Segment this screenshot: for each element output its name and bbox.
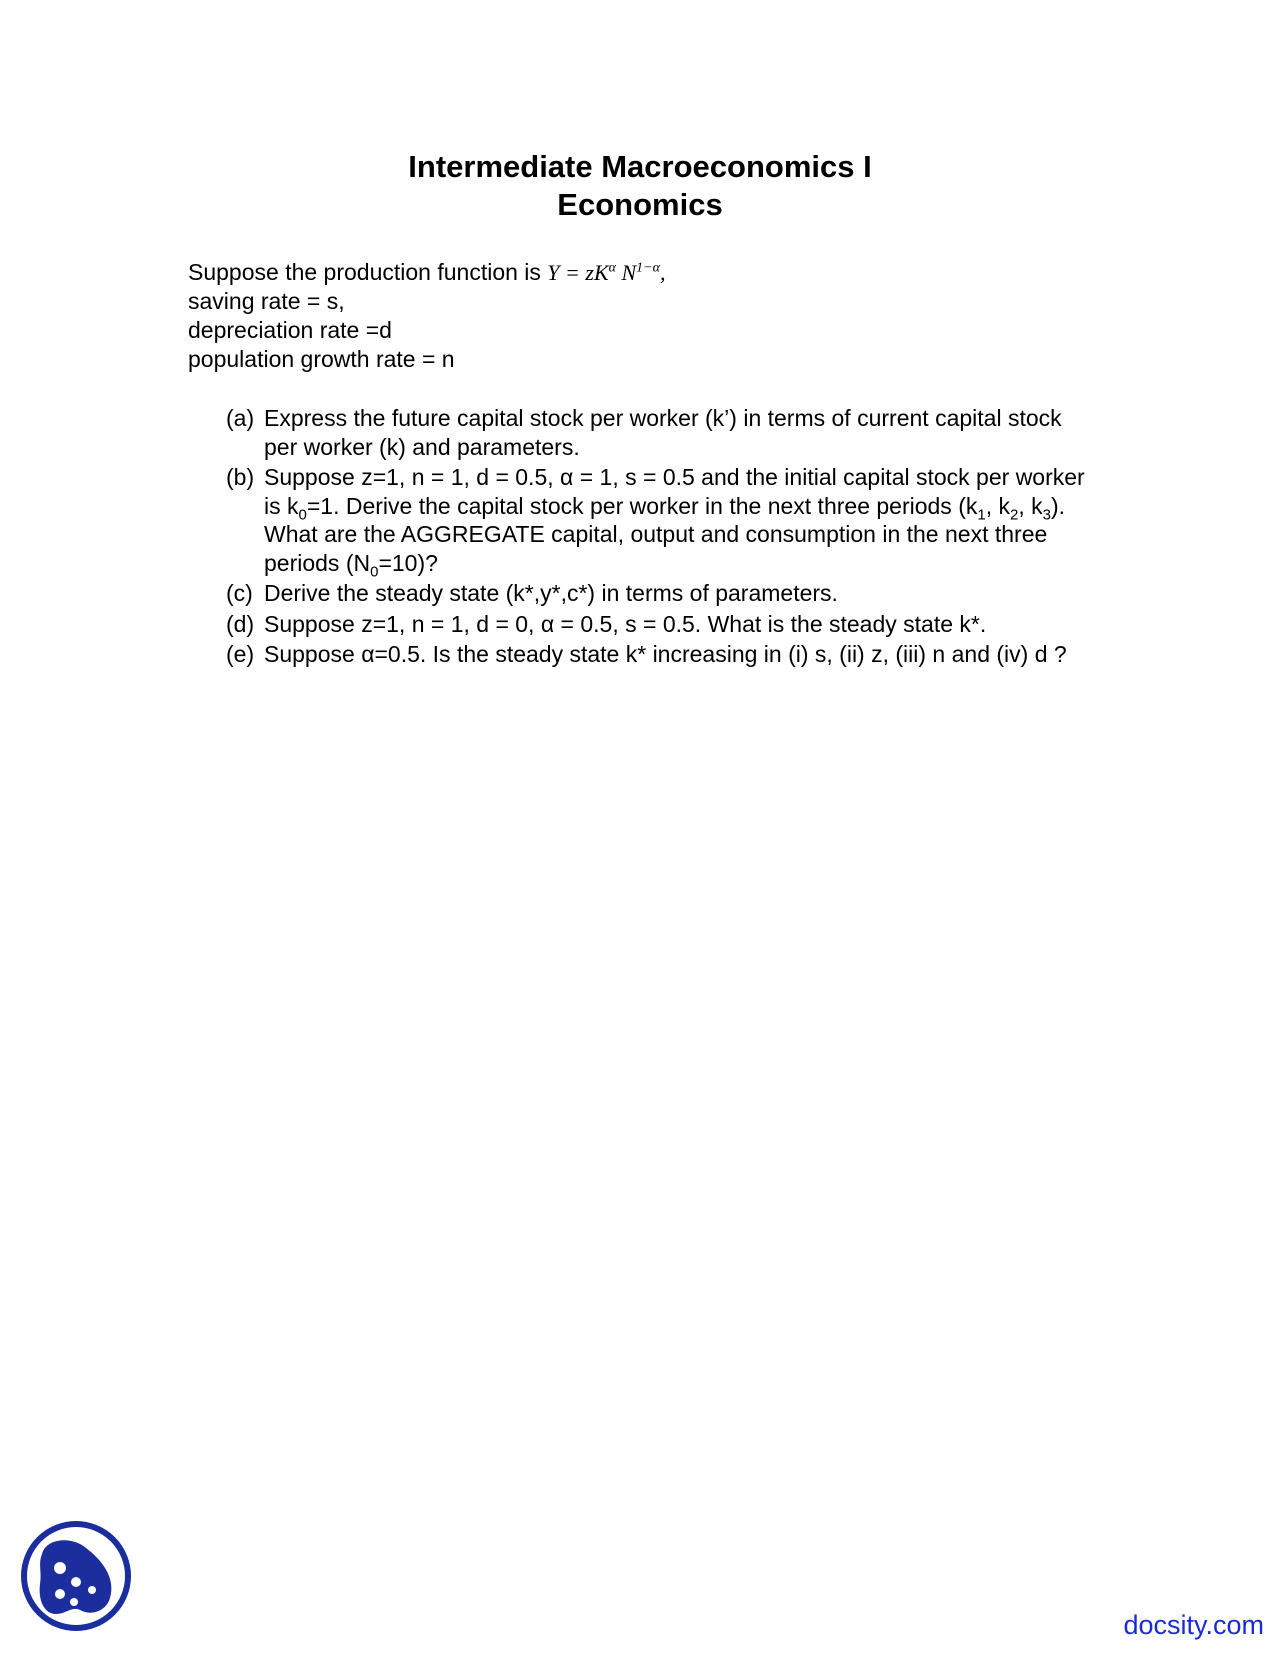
question-b [226,463,1086,581]
question-c [226,579,1086,608]
question-e [226,640,1086,669]
question-text: Derive the steady state (k*,y*,c*) in terms of parameters. [264,580,838,606]
production-formula: $Y = zK^\alpha$ $N^{1-\alpha}$, [547,260,666,285]
problem-setup [188,258,665,374]
production-function-line [188,258,665,287]
question-text: Express the future capital stock per worker (k’) in terms of current capital stock per worker (k) and parameters. [264,405,1062,460]
question-label: (c) [226,580,253,606]
question-a [226,404,1086,461]
question-label: (a) [226,405,255,431]
question-text: Suppose z=1, n = 1, d = 0.5, α = 1, s = 0.5 and the initial capital stock per worker is $k_0=1$. Derive the capital stock per worker in the next three periods ($k_1$, $k_2$, $k_3$). What are the AGGREGATE capital, output and consumption in the next three periods $(N_0=10)$? [264,464,1085,581]
title-line-2: Economics [557,187,723,222]
docsity-link[interactable]: docsity.com [1123,1610,1264,1640]
question-label: (b) [226,464,255,490]
document-title [0,148,1280,224]
question-label: (d) [226,610,255,637]
production-prefix: Suppose the production function is [188,259,548,285]
question-label: (e) [226,641,255,667]
docsity-logo-icon [20,1520,132,1632]
question-d [226,610,1086,639]
question-text: Suppose z=1, n = 1, d = 0, α = 0.5, s = 0.5. What is the steady state k*. [264,610,987,637]
population-growth-line: population growth rate = n [188,346,455,372]
depreciation-rate-line: depreciation rate =d [188,317,392,343]
saving-rate-line: saving rate = s, [188,288,345,314]
title-line-1: Intermediate Macroeconomics I [408,149,872,184]
question-text: Suppose α=0.5. Is the steady state k* increasing in (i) s, (ii) z, (iii) n and (iv) d ? [264,641,1067,667]
question-list [226,404,1086,671]
